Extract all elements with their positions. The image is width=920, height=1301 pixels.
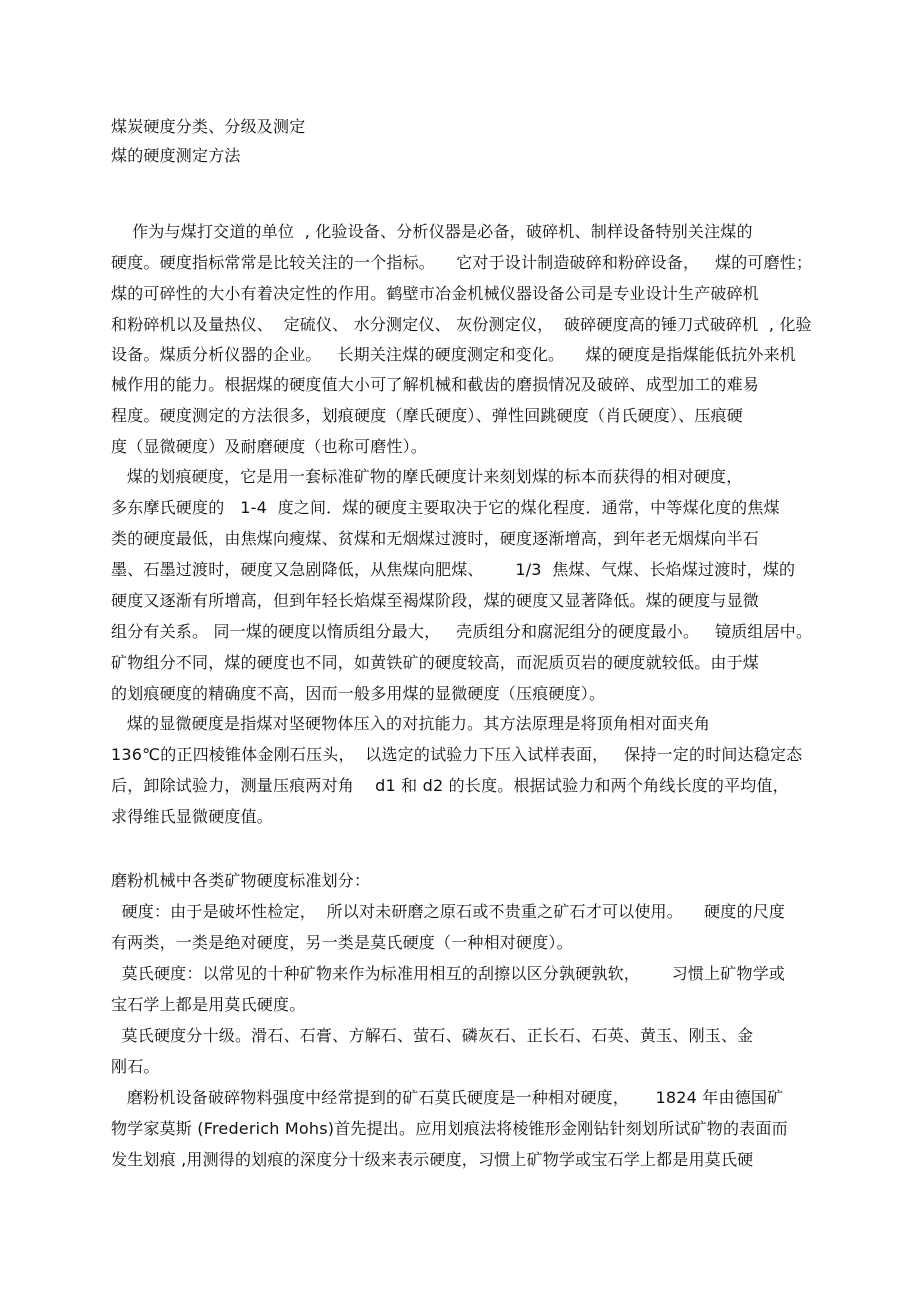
text-line: 后，卸除试验力，测量压痕两对角 d1 和 d2 的长度。根据试验力和两个角线长度的平均值， xyxy=(111,776,789,795)
text-line: 发生划痕 ,用测得的划痕的深度分十级来表示硬度，习惯上矿物学或宝石学上都是用莫氏硬 xyxy=(111,1150,754,1169)
text-line: 煤的划痕硬度，它是用一套标准矿物的摩氏硬度计来刻划煤的标本而获得的相对硬度， xyxy=(111,467,743,486)
text-line: 136℃的正四棱锥体金刚石压头， 以选定的试验力下压入试样表面， 保持一定的时间达稳定态 xyxy=(111,745,803,764)
text-line: 组分有关系。 同一煤的硬度以惰质组分最大， 壳质组分和腐泥组分的硬度最小。 镜质组居中。 xyxy=(111,622,813,641)
text-line: 作为与煤打交道的单位 , 化验设备、分析仪器是必备，破碎机、制样设备特别关注煤的 xyxy=(111,222,753,241)
text-line: 莫氏硬度：以常见的十种矿物来作为标准用相互的刮擦以区分孰硬孰软， 习惯上矿物学或 xyxy=(111,964,786,983)
text-line: 硬度：由于是破坏性检定， 所以对未研磨之原石或不贵重之矿石才可以使用。 硬度的尺度 xyxy=(111,902,786,921)
text-line: 求得维氏显微硬度值。 xyxy=(111,807,274,826)
text-line: 物学家莫斯 (Frederich Mohs)首先提出。应用划痕法将棱锥形金刚钻针刻划所试矿物的表面而 xyxy=(111,1119,788,1138)
text-line: 设备。煤质分析仪器的企业。 长期关注煤的硬度测定和变化。 煤的硬度是指煤能低抗外来机 xyxy=(111,345,797,364)
text-line: 刚石。 xyxy=(111,1057,160,1076)
text-line: 煤的可碎性的大小有着决定性的作用。鹤壁市冶金机械仪器设备公司是专业设计生产破碎机 xyxy=(111,284,760,303)
text-line: 煤的显微硬度是指煤对坚硬物体压入的对抗能力。其方法原理是将顶角相对面夹角 xyxy=(111,714,711,733)
text-line: 硬度。硬度指标常常是比较关注的一个指标。 它对于设计制造破碎和粉碎设备， 煤的可磨性； xyxy=(111,253,813,272)
text-line: 械作用的能力。根据煤的硬度值大小可了解机械和截齿的磨损情况及破碎、成型加工的难易 xyxy=(111,375,760,394)
text-line: 类的硬度最低，由焦煤向瘦煤、贫煤和无烟煤过渡时，硬度逐渐增高，到年老无烟煤向半石 xyxy=(111,529,760,548)
text-line: 多东摩氏硬度的 1-4 度之间．煤的硬度主要取决于它的煤化程度．通常，中等煤化度的焦煤 xyxy=(111,498,780,517)
text-line: 矿物组分不同，煤的硬度也不同，如黄铁矿的硬度较高，而泥质页岩的硬度就较低。由于煤 xyxy=(111,653,760,672)
text-line: 程度。硬度测定的方法很多，划痕硬度（摩氏硬度）、弹性回跳硬度（肖氏硬度）、压痕硬 xyxy=(111,406,744,425)
text-line: 墨、石墨过渡时，硬度又急剧降低，从焦煤向肥煤、 1/3 焦煤、气煤、长焰煤过渡时，煤的 xyxy=(111,560,796,579)
text-line: 度（显微硬度）及耐磨硬度（也称可磨性）。 xyxy=(111,437,428,456)
text-line: 宝石学上都是用莫氏硬度。 xyxy=(111,995,306,1014)
text-line: 磨粉机设备破碎物料强度中经常提到的矿石莫氏硬度是一种相对硬度， 1824 年由德国矿 xyxy=(111,1088,784,1107)
document-subtitle: 煤的硬度测定方法 xyxy=(111,146,241,165)
text-line: 硬度又逐渐有所增高，但到年轻长焰煤至褐煤阶段，煤的硬度又显著降低。煤的硬度与显微 xyxy=(111,591,760,610)
text-line: 有两类，一类是绝对硬度，另一类是莫氏硬度（一种相对硬度）。 xyxy=(111,933,573,952)
text-line: 的划痕硬度的精确度不高，因而一般多用煤的显微硬度（压痕硬度）。 xyxy=(111,684,606,703)
text-line: 和粉碎机以及量热仪、 定硫仪、 水分测定仪、 灰份测定仪， 破碎硬度高的锤刀式破碎机 , 化验 xyxy=(111,315,812,334)
document-title: 煤炭硬度分类、分级及测定 xyxy=(111,117,306,136)
section-heading: 磨粉机械中各类矿物硬度标准划分： xyxy=(111,871,371,890)
text-line: 莫氏硬度分十级。滑石、石膏、方解石、萤石、磷灰石、正长石、石英、黄玉、刚玉、金 xyxy=(111,1026,754,1045)
